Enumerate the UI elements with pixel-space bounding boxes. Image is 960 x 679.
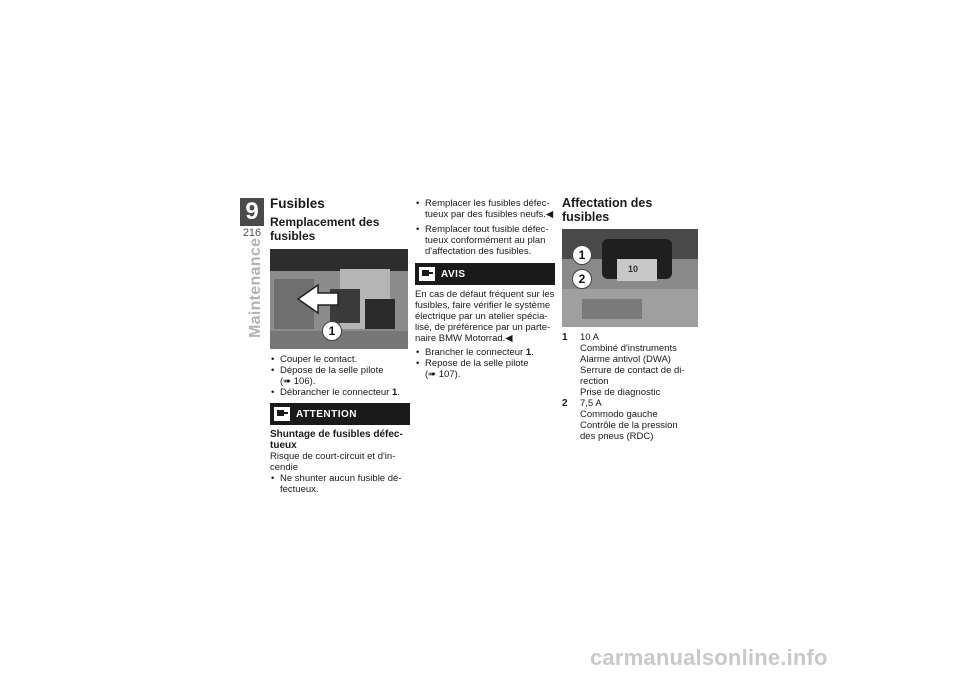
step-replace-fuses-cont: tueux par des fusibles neufs.◀: [425, 209, 554, 220]
fuse-assignment-title: Affectation des fusibles: [562, 196, 653, 224]
column-2: [415, 198, 555, 380]
attention-bullet: • Ne shunter aucun fusible dé-: [270, 473, 410, 484]
step-reconnect: • Brancher le connecteur 1.: [415, 347, 555, 358]
photo-callout-1: 1: [322, 321, 342, 341]
fuse-2-rating: 7,5 A: [580, 398, 602, 409]
fuse-1-entry: 1 10 A Combiné d'instruments Alarme antivol (DWA) Serrure de contact de di- rection Prise de diagnostic: [562, 332, 702, 398]
step-disconnect: • Débrancher le connecteur 1.: [270, 387, 410, 398]
connector-photo: [270, 249, 408, 349]
step-replace-fuses: • Remplacer les fusibles défec-: [415, 198, 555, 209]
step-refit-seat: • Repose de la selle pilote: [415, 358, 555, 369]
chapter-number: 9: [240, 198, 264, 226]
warning-book-icon: [274, 407, 290, 421]
fuse-1-rating: 10 A: [580, 332, 600, 343]
step-ignition-off: • Couper le contact.: [270, 354, 410, 365]
page-number: 216: [242, 227, 262, 239]
attention-heading: Shuntage de fusibles défec-tueux: [270, 429, 403, 451]
attention-bar: [270, 403, 410, 425]
subsection-title: Remplacement des fusibles: [270, 215, 380, 243]
photo-callout-fuse-1: 1: [572, 245, 592, 265]
watermark: carmanualsonline.info: [590, 645, 828, 670]
column-1: [270, 196, 410, 495]
step-refit-seat-ref: (➠ 107).: [425, 369, 461, 380]
avis-bar: [415, 263, 555, 285]
step-replace-per-plan-cont2: d'affectation des fusibles.: [425, 246, 532, 257]
fuse-2-entry: 2 7,5 A Commodo gauche Contrôle de la pression des pneus (RDC): [562, 398, 702, 442]
fuse-value-label: 10: [628, 264, 639, 274]
notice-book-icon: [419, 267, 435, 281]
step-remove-seat: • Dépose de la selle pilote: [270, 365, 410, 376]
section-title: Fusibles: [270, 196, 325, 211]
fuse-1-number: 1: [562, 332, 568, 343]
attention-text: Risque de court-circuit et d'in-cendie: [270, 451, 396, 473]
attention-label: ATTENTION: [296, 408, 357, 420]
step-replace-per-plan-cont1: tueux conformément au plan: [425, 235, 546, 246]
avis-label: AVIS: [441, 268, 466, 280]
photo-callout-fuse-2: 2: [572, 269, 592, 289]
chapter-side-label: Maintenance: [247, 237, 264, 338]
column-3: [562, 196, 702, 442]
attention-bullet-cont: fectueux.: [280, 484, 319, 495]
step-remove-seat-ref: (➠ 106).: [280, 376, 316, 387]
step-replace-per-plan: • Remplacer tout fusible défec-: [415, 224, 555, 235]
fuse-2-number: 2: [562, 398, 568, 409]
avis-text: En cas de défaut fréquent sur les fusibles, faire vérifier le système électrique par un atelier spécia- lisé, de préférence par un parte- naire BMW Motorrad.◀: [415, 289, 555, 344]
fuse-box-photo: [562, 229, 698, 327]
